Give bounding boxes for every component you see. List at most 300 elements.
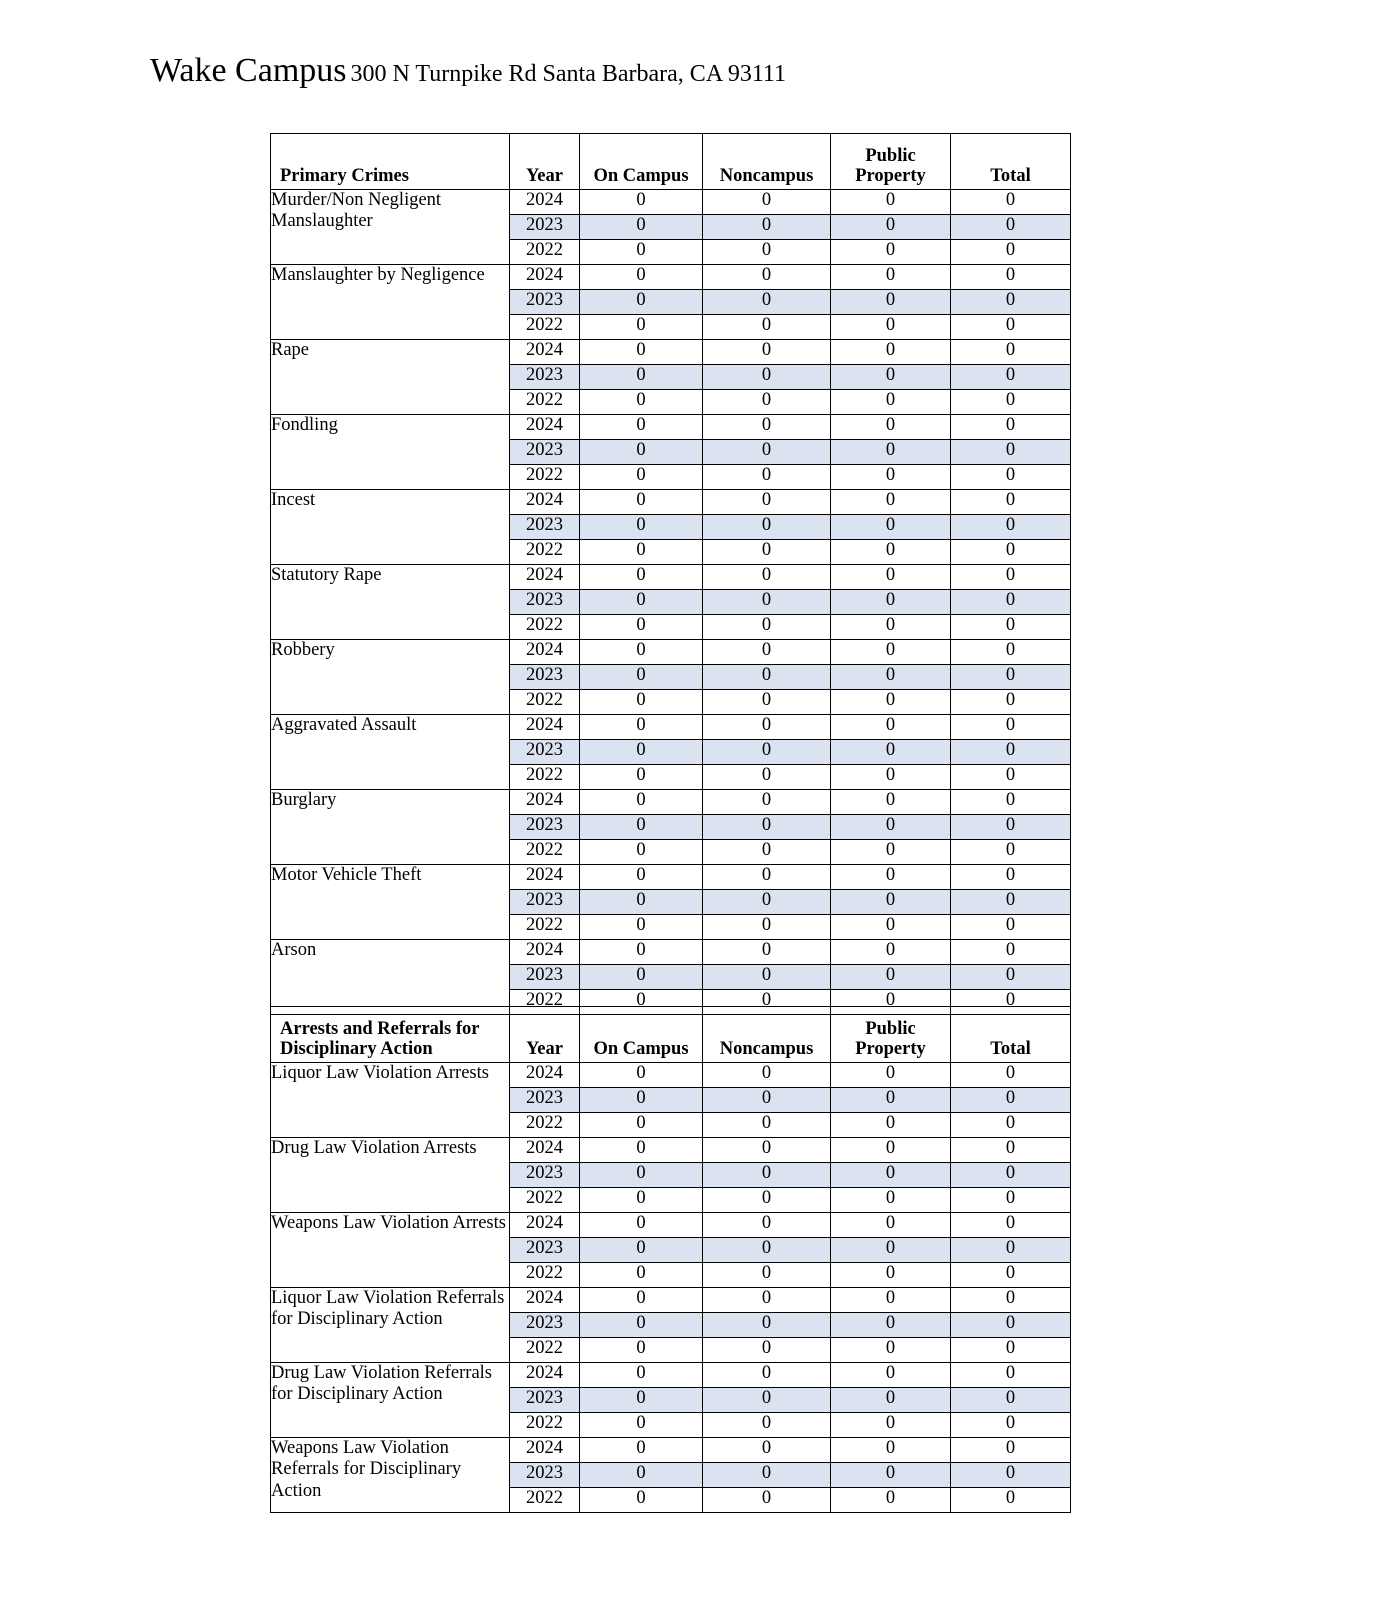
value-cell: 0: [831, 1238, 951, 1263]
column-header-year: Year: [510, 1007, 580, 1063]
value-cell: 0: [951, 390, 1071, 415]
value-cell: 0: [951, 615, 1071, 640]
year-cell: 2022: [510, 390, 580, 415]
column-header-crime: Primary Crimes: [271, 134, 510, 190]
value-cell: 0: [951, 640, 1071, 665]
value-cell: 0: [703, 290, 831, 315]
value-cell: 0: [703, 665, 831, 690]
crime-label-cell: [271, 1138, 510, 1213]
value-cell: 0: [831, 740, 951, 765]
value-cell: 0: [703, 565, 831, 590]
crime-label-cell: [271, 1063, 510, 1138]
year-cell: 2024: [510, 940, 580, 965]
value-cell: 0: [951, 1088, 1071, 1113]
value-cell: 0: [580, 865, 703, 890]
year-cell: 2023: [510, 1463, 580, 1488]
value-cell: 0: [703, 415, 831, 440]
year-cell: 2024: [510, 715, 580, 740]
table-row: [271, 1213, 1071, 1238]
value-cell: 0: [580, 790, 703, 815]
value-cell: 0: [703, 740, 831, 765]
value-cell: 0: [580, 715, 703, 740]
value-cell: 0: [580, 690, 703, 715]
column-header-public-property: Public Property: [831, 134, 951, 190]
value-cell: 0: [951, 1313, 1071, 1338]
column-header-noncampus: Noncampus: [703, 1007, 831, 1063]
value-cell: 0: [580, 1438, 703, 1463]
crime-label-cell: [271, 865, 510, 940]
value-cell: 0: [580, 565, 703, 590]
value-cell: 0: [951, 315, 1071, 340]
value-cell: 0: [703, 640, 831, 665]
value-cell: 0: [951, 1188, 1071, 1213]
value-cell: 0: [580, 815, 703, 840]
year-cell: 2022: [510, 1413, 580, 1438]
year-cell: 2023: [510, 1238, 580, 1263]
value-cell: 0: [580, 765, 703, 790]
year-cell: 2023: [510, 965, 580, 990]
year-cell: 2023: [510, 290, 580, 315]
value-cell: 0: [580, 515, 703, 540]
value-cell: 0: [703, 215, 831, 240]
crime-label: Arson: [271, 940, 317, 960]
value-cell: 0: [703, 615, 831, 640]
crime-label-cell: [271, 1438, 510, 1513]
crime-label: Fondling: [271, 415, 338, 435]
value-cell: 0: [951, 1138, 1071, 1163]
year-cell: 2024: [510, 190, 580, 215]
column-header-public-property: Public Property: [831, 1007, 951, 1063]
table-row: [271, 490, 1071, 515]
value-cell: 0: [580, 665, 703, 690]
crime-label-cell: [271, 265, 510, 340]
column-header-category: Arrests and Referrals for Disciplinary Action: [271, 1007, 510, 1063]
value-cell: 0: [951, 715, 1071, 740]
value-cell: 0: [703, 1363, 831, 1388]
value-cell: 0: [703, 1488, 831, 1513]
value-cell: 0: [703, 1163, 831, 1188]
value-cell: 0: [703, 1288, 831, 1313]
value-cell: 0: [831, 915, 951, 940]
value-cell: 0: [703, 1413, 831, 1438]
year-cell: 2022: [510, 315, 580, 340]
value-cell: 0: [831, 465, 951, 490]
value-cell: 0: [580, 215, 703, 240]
value-cell: 0: [831, 1363, 951, 1388]
year-cell: 2023: [510, 1163, 580, 1188]
value-cell: 0: [580, 415, 703, 440]
value-cell: 0: [703, 690, 831, 715]
value-cell: 0: [703, 190, 831, 215]
value-cell: 0: [580, 1088, 703, 1113]
value-cell: 0: [580, 1363, 703, 1388]
value-cell: 0: [703, 1463, 831, 1488]
value-cell: 0: [951, 1163, 1071, 1188]
value-cell: 0: [580, 1113, 703, 1138]
table-row: [271, 1288, 1071, 1313]
value-cell: 0: [951, 365, 1071, 390]
value-cell: 0: [580, 1313, 703, 1338]
value-cell: 0: [580, 1263, 703, 1288]
value-cell: 0: [703, 790, 831, 815]
value-cell: 0: [951, 290, 1071, 315]
crime-label: Robbery: [271, 640, 335, 660]
year-cell: 2023: [510, 440, 580, 465]
value-cell: 0: [951, 190, 1071, 215]
value-cell: 0: [703, 1188, 831, 1213]
value-cell: 0: [951, 1463, 1071, 1488]
value-cell: 0: [951, 1213, 1071, 1238]
value-cell: 0: [580, 640, 703, 665]
value-cell: 0: [703, 590, 831, 615]
crime-label-cell: [271, 340, 510, 415]
arrests-referrals-table: [270, 1006, 1071, 1513]
value-cell: 0: [831, 1288, 951, 1313]
value-cell: 0: [580, 940, 703, 965]
value-cell: 0: [951, 1263, 1071, 1288]
campus-address: 300 N Turnpike Rd Santa Barbara, CA 93111: [350, 61, 787, 87]
value-cell: 0: [703, 440, 831, 465]
value-cell: 0: [703, 940, 831, 965]
table-row: [271, 340, 1071, 365]
value-cell: 0: [951, 665, 1071, 690]
value-cell: 0: [703, 1263, 831, 1288]
year-cell: 2024: [510, 415, 580, 440]
value-cell: 0: [951, 1488, 1071, 1513]
value-cell: 0: [703, 465, 831, 490]
value-cell: 0: [580, 315, 703, 340]
value-cell: 0: [951, 515, 1071, 540]
crime-label-cell: [271, 1363, 510, 1438]
value-cell: 0: [831, 390, 951, 415]
value-cell: 0: [831, 940, 951, 965]
value-cell: 0: [951, 940, 1071, 965]
value-cell: 0: [951, 1338, 1071, 1363]
value-cell: 0: [831, 665, 951, 690]
value-cell: 0: [951, 690, 1071, 715]
page-header: [150, 52, 786, 90]
value-cell: 0: [580, 590, 703, 615]
value-cell: 0: [831, 1313, 951, 1338]
value-cell: 0: [831, 1213, 951, 1238]
value-cell: 0: [580, 240, 703, 265]
year-cell: 2024: [510, 1288, 580, 1313]
year-cell: 2023: [510, 590, 580, 615]
column-header-year: Year: [510, 134, 580, 190]
value-cell: 0: [831, 890, 951, 915]
value-cell: 0: [831, 1338, 951, 1363]
value-cell: 0: [831, 1263, 951, 1288]
column-header-on-campus: On Campus: [580, 134, 703, 190]
value-cell: 0: [703, 515, 831, 540]
crime-label: Drug Law Violation Arrests: [271, 1138, 477, 1158]
value-cell: 0: [831, 1438, 951, 1463]
value-cell: 0: [951, 440, 1071, 465]
value-cell: 0: [831, 790, 951, 815]
table-row: [271, 265, 1071, 290]
year-cell: 2023: [510, 890, 580, 915]
year-cell: 2022: [510, 1188, 580, 1213]
value-cell: 0: [951, 415, 1071, 440]
year-cell: 2023: [510, 215, 580, 240]
year-cell: 2023: [510, 815, 580, 840]
value-cell: 0: [951, 815, 1071, 840]
value-cell: 0: [580, 1138, 703, 1163]
value-cell: 0: [580, 615, 703, 640]
crime-label-cell: [271, 415, 510, 490]
value-cell: 0: [951, 990, 1071, 1015]
table-row: [271, 1363, 1071, 1388]
value-cell: 0: [831, 340, 951, 365]
value-cell: 0: [703, 1088, 831, 1113]
year-cell: 2023: [510, 1388, 580, 1413]
primary-crimes-body: [271, 190, 1071, 1015]
value-cell: 0: [951, 790, 1071, 815]
value-cell: 0: [951, 215, 1071, 240]
table-row: [271, 865, 1071, 890]
table-row: [271, 1138, 1071, 1163]
year-cell: 2022: [510, 690, 580, 715]
value-cell: 0: [580, 190, 703, 215]
year-cell: 2023: [510, 665, 580, 690]
crime-label: Incest: [271, 490, 316, 510]
crime-label-cell: [271, 565, 510, 640]
crime-label-cell: [271, 490, 510, 565]
crime-label: Statutory Rape: [271, 565, 382, 585]
value-cell: 0: [580, 740, 703, 765]
crime-label: Murder/Non Negligent Manslaughter: [271, 190, 442, 232]
crime-label-cell: [271, 790, 510, 865]
value-cell: 0: [580, 1463, 703, 1488]
value-cell: 0: [580, 1338, 703, 1363]
table-row: [271, 715, 1071, 740]
value-cell: 0: [580, 1488, 703, 1513]
value-cell: 0: [580, 1288, 703, 1313]
value-cell: 0: [703, 365, 831, 390]
value-cell: 0: [951, 565, 1071, 590]
table-row: [271, 190, 1071, 215]
value-cell: 0: [580, 1238, 703, 1263]
year-cell: 2024: [510, 340, 580, 365]
value-cell: 0: [703, 390, 831, 415]
value-cell: 0: [703, 865, 831, 890]
value-cell: 0: [703, 915, 831, 940]
value-cell: 0: [831, 1188, 951, 1213]
value-cell: 0: [831, 1138, 951, 1163]
year-cell: 2023: [510, 1088, 580, 1113]
value-cell: 0: [580, 1413, 703, 1438]
value-cell: 0: [703, 1063, 831, 1088]
value-cell: 0: [951, 465, 1071, 490]
value-cell: 0: [703, 1238, 831, 1263]
value-cell: 0: [703, 890, 831, 915]
year-cell: 2024: [510, 1138, 580, 1163]
value-cell: 0: [580, 990, 703, 1015]
value-cell: 0: [831, 690, 951, 715]
value-cell: 0: [703, 1438, 831, 1463]
value-cell: 0: [831, 1488, 951, 1513]
value-cell: 0: [951, 1113, 1071, 1138]
column-header-noncampus: Noncampus: [703, 134, 831, 190]
value-cell: 0: [831, 590, 951, 615]
value-cell: 0: [831, 415, 951, 440]
value-cell: 0: [831, 1063, 951, 1088]
value-cell: 0: [703, 990, 831, 1015]
value-cell: 0: [831, 565, 951, 590]
value-cell: 0: [831, 1163, 951, 1188]
value-cell: 0: [951, 1388, 1071, 1413]
value-cell: 0: [831, 215, 951, 240]
crime-label-cell: [271, 640, 510, 715]
value-cell: 0: [703, 965, 831, 990]
year-cell: 2024: [510, 1063, 580, 1088]
value-cell: 0: [951, 1413, 1071, 1438]
value-cell: 0: [580, 390, 703, 415]
value-cell: 0: [703, 715, 831, 740]
value-cell: 0: [951, 340, 1071, 365]
value-cell: 0: [951, 915, 1071, 940]
value-cell: 0: [580, 365, 703, 390]
value-cell: 0: [703, 1338, 831, 1363]
year-cell: 2024: [510, 1363, 580, 1388]
value-cell: 0: [703, 490, 831, 515]
value-cell: 0: [951, 1363, 1071, 1388]
value-cell: 0: [951, 965, 1071, 990]
table-row: [271, 1063, 1071, 1088]
arrests-referrals-body: [271, 1063, 1071, 1513]
value-cell: 0: [831, 515, 951, 540]
year-cell: 2024: [510, 265, 580, 290]
value-cell: 0: [580, 965, 703, 990]
value-cell: 0: [831, 490, 951, 515]
table-row: [271, 1438, 1071, 1463]
year-cell: 2024: [510, 490, 580, 515]
value-cell: 0: [831, 365, 951, 390]
value-cell: 0: [831, 865, 951, 890]
crime-label: Burglary: [271, 790, 337, 810]
value-cell: 0: [580, 1213, 703, 1238]
campus-name: Wake Campus: [150, 52, 347, 89]
year-cell: 2022: [510, 540, 580, 565]
value-cell: 0: [703, 315, 831, 340]
value-cell: 0: [703, 1313, 831, 1338]
value-cell: 0: [580, 490, 703, 515]
year-cell: 2022: [510, 1263, 580, 1288]
column-header-on-campus: On Campus: [580, 1007, 703, 1063]
value-cell: 0: [831, 765, 951, 790]
table-row: [271, 565, 1071, 590]
value-cell: 0: [831, 1413, 951, 1438]
value-cell: 0: [831, 190, 951, 215]
year-cell: 2022: [510, 465, 580, 490]
year-cell: 2022: [510, 615, 580, 640]
value-cell: 0: [580, 1388, 703, 1413]
value-cell: 0: [951, 1288, 1071, 1313]
value-cell: 0: [951, 590, 1071, 615]
value-cell: 0: [831, 265, 951, 290]
year-cell: 2023: [510, 365, 580, 390]
value-cell: 0: [831, 315, 951, 340]
table-header-row: [271, 1007, 1071, 1063]
value-cell: 0: [951, 865, 1071, 890]
year-cell: 2022: [510, 1113, 580, 1138]
column-header-total: Total: [951, 1007, 1071, 1063]
value-cell: 0: [831, 965, 951, 990]
table-row: [271, 640, 1071, 665]
year-cell: 2022: [510, 840, 580, 865]
table-row: [271, 940, 1071, 965]
crime-label: Manslaughter by Negligence: [271, 265, 485, 285]
year-cell: 2023: [510, 740, 580, 765]
year-cell: 2024: [510, 640, 580, 665]
value-cell: 0: [580, 890, 703, 915]
crime-label-cell: [271, 1288, 510, 1363]
value-cell: 0: [703, 265, 831, 290]
table-row: [271, 415, 1071, 440]
table-row: [271, 790, 1071, 815]
value-cell: 0: [703, 765, 831, 790]
value-cell: 0: [831, 640, 951, 665]
value-cell: 0: [580, 465, 703, 490]
value-cell: 0: [703, 1138, 831, 1163]
value-cell: 0: [580, 265, 703, 290]
crime-label-cell: [271, 1213, 510, 1288]
crime-label: Weapons Law Violation Referrals for Disciplinary Action: [271, 1438, 462, 1501]
value-cell: 0: [951, 890, 1071, 915]
value-cell: 0: [951, 1063, 1071, 1088]
year-cell: 2022: [510, 990, 580, 1015]
primary-crimes-table: [270, 133, 1071, 1015]
crime-label-cell: [271, 190, 510, 265]
year-cell: 2024: [510, 1213, 580, 1238]
value-cell: 0: [580, 1188, 703, 1213]
value-cell: 0: [831, 290, 951, 315]
value-cell: 0: [703, 340, 831, 365]
value-cell: 0: [831, 840, 951, 865]
value-cell: 0: [703, 815, 831, 840]
value-cell: 0: [951, 1438, 1071, 1463]
value-cell: 0: [951, 490, 1071, 515]
value-cell: 0: [580, 340, 703, 365]
year-cell: 2023: [510, 515, 580, 540]
value-cell: 0: [951, 1238, 1071, 1263]
value-cell: 0: [703, 240, 831, 265]
year-cell: 2022: [510, 240, 580, 265]
year-cell: 2024: [510, 790, 580, 815]
value-cell: 0: [580, 440, 703, 465]
year-cell: 2024: [510, 865, 580, 890]
crime-label-cell: [271, 940, 510, 1015]
value-cell: 0: [831, 1113, 951, 1138]
value-cell: 0: [831, 240, 951, 265]
year-cell: 2022: [510, 765, 580, 790]
crime-label: Aggravated Assault: [271, 715, 417, 735]
crime-label: Rape: [271, 340, 310, 360]
value-cell: 0: [831, 615, 951, 640]
value-cell: 0: [831, 990, 951, 1015]
value-cell: 0: [951, 540, 1071, 565]
year-cell: 2024: [510, 1438, 580, 1463]
year-cell: 2022: [510, 1488, 580, 1513]
value-cell: 0: [951, 265, 1071, 290]
year-cell: 2023: [510, 1313, 580, 1338]
crime-label: Motor Vehicle Theft: [271, 865, 422, 885]
value-cell: 0: [580, 540, 703, 565]
table-header-row: [271, 134, 1071, 190]
value-cell: 0: [831, 815, 951, 840]
value-cell: 0: [951, 240, 1071, 265]
value-cell: 0: [951, 840, 1071, 865]
